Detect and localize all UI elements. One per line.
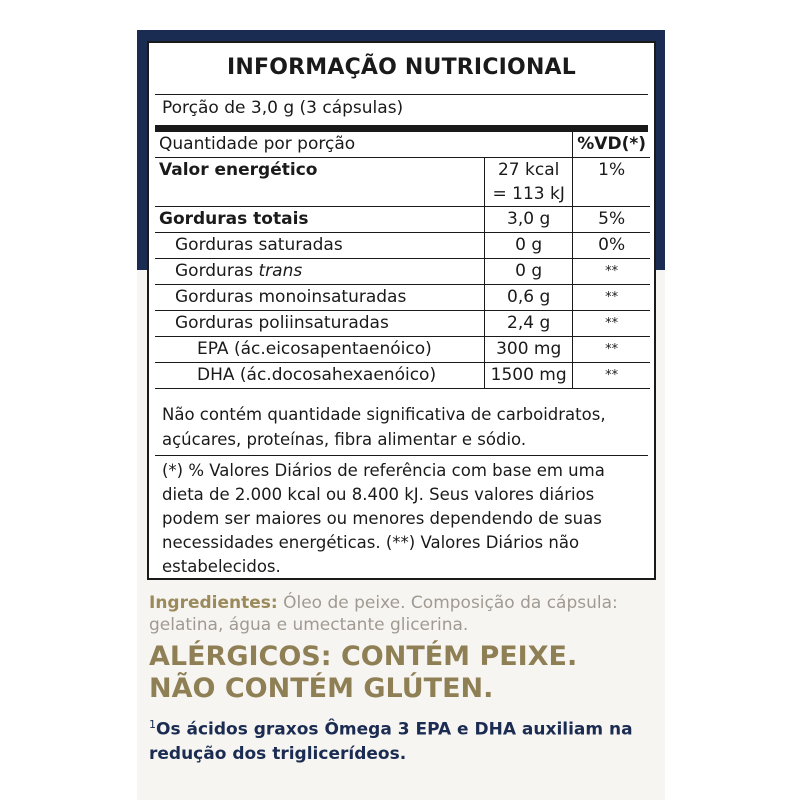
footnote-text: Os ácidos graxos Ômega 3 EPA e DHA auxiliam na redução dos triglicerídeos. — [149, 719, 633, 764]
no-significant-amount-note: Não contém quantidade significativa de carboidratos, açúcares, proteínas, fibra alimentar e sódio. — [162, 405, 606, 449]
ingredients-text — [149, 592, 649, 636]
header-quantity-label: Quantidade por porção — [155, 132, 573, 158]
row-label: Valor energético — [155, 158, 485, 207]
row-vd — [573, 285, 650, 311]
row-label: Gorduras totais — [155, 207, 485, 233]
row-label: EPA (ác.eicosapentaenóico) — [155, 337, 485, 363]
portion-size: Porção de 3,0 g (3 cápsulas) — [162, 98, 404, 118]
table-row — [155, 311, 650, 337]
row-vd: 0% — [573, 233, 650, 259]
table-row — [155, 158, 650, 207]
row-amount: 0 g — [485, 233, 573, 259]
row-vd — [573, 337, 650, 363]
row-vd — [573, 311, 650, 337]
table-row — [155, 363, 650, 389]
vd-asterisks: ** — [605, 368, 619, 383]
amount-kcal: 27 kcal — [497, 160, 560, 180]
ingredients-label: Ingredientes: — [149, 593, 278, 613]
nutrition-table — [155, 132, 650, 389]
ingredients-list: Óleo de peixe. Composição da cápsula: gelatina, água e umectante glicerina. — [149, 593, 618, 635]
divider — [155, 455, 648, 456]
table-row — [155, 207, 650, 233]
thick-divider — [155, 125, 648, 132]
allergen-line-2: NÃO CONTÉM GLÚTEN. — [149, 673, 494, 704]
row-amount: 3,0 g — [485, 207, 573, 233]
panel-title: INFORMAÇÃO NUTRICIONAL — [226, 55, 577, 80]
vd-asterisks: ** — [605, 316, 619, 331]
row-amount: 2,4 g — [485, 311, 573, 337]
row-label-italic: trans — [258, 261, 303, 281]
row-vd: 5% — [573, 207, 650, 233]
row-vd — [573, 259, 650, 285]
vd-asterisks: ** — [605, 290, 619, 305]
row-vd: 1% — [573, 158, 650, 207]
divider — [155, 94, 648, 95]
amount-kj: = 113 kJ — [492, 184, 565, 204]
top-background — [0, 0, 800, 30]
row-label — [155, 259, 485, 285]
table-header-row — [155, 132, 650, 158]
allergen-line-1: ALÉRGICOS: CONTÉM PEIXE. — [149, 641, 578, 672]
row-label: Gorduras poliinsaturadas — [155, 311, 485, 337]
health-claim-footnote — [149, 713, 659, 766]
table-row — [155, 337, 650, 363]
row-vd — [573, 363, 650, 389]
row-label-prefix: Gorduras — [175, 261, 259, 281]
row-amount: 1500 mg — [485, 363, 573, 389]
allergen-warning — [149, 641, 669, 705]
row-amount — [485, 158, 573, 207]
row-label: DHA (ác.docosahexaenóico) — [155, 363, 485, 389]
row-amount: 0,6 g — [485, 285, 573, 311]
table-row — [155, 233, 650, 259]
row-amount: 300 mg — [485, 337, 573, 363]
vd-asterisks: ** — [605, 264, 619, 279]
row-label: Gorduras saturadas — [155, 233, 485, 259]
row-amount: 0 g — [485, 259, 573, 285]
vd-asterisks: ** — [605, 342, 619, 357]
row-label: Gorduras monoinsaturadas — [155, 285, 485, 311]
footnote-marker: 1 — [149, 718, 156, 731]
table-row — [155, 259, 650, 285]
daily-values-note: (*) % Valores Diários de referência com base em uma dieta de 2.000 kcal ou 8.400 kJ. Seus valores diários podem ser maiores ou menores dependendo de suas necessidades energéticas. (**) Valores Diários não estabelecidos. — [162, 461, 605, 576]
table-row — [155, 285, 650, 311]
header-vd-label: %VD(*) — [573, 132, 650, 158]
nutrition-facts-panel — [147, 41, 656, 580]
